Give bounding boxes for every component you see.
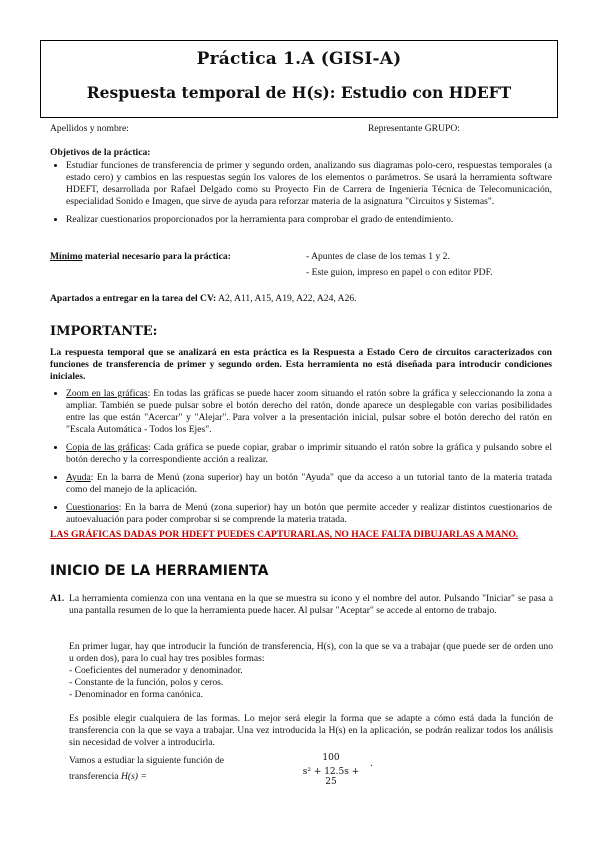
form-item: - Constante de la función, polos y ceros. [69, 677, 224, 688]
deliver-label: Apartados a entregar en la tarea del CV: [50, 293, 217, 304]
form-item: - Coeficientes del numerador y denominador. [69, 665, 243, 676]
important-item-text: : En la barra de Menú (zona superior) hay un botón "Ayuda" que da acceso a un tutorial tanto de la materia tratada como del manejo de la aplicación. [66, 472, 552, 495]
important-item-label: Copia de las gráficas [66, 442, 149, 453]
study-line: Vamos a estudiar la siguiente función de [69, 755, 225, 766]
section-heading-inicio: INICIO DE LA HERRAMIENTA [50, 563, 269, 579]
a1-text: La herramienta comienza con una ventana en la que se muestra su icono y el nombre del autor. Pulsando "Iniciar" se pasa a una pantalla resumen de lo que la herramienta puede hacer. Al pulsar "Aceptar" se accede al entorno de trabajo. [69, 593, 553, 616]
important-item [66, 472, 552, 496]
a1-label: A1. [50, 593, 65, 604]
a1-paragraph-forms: Es posible elegir cualquiera de las formas. Lo mejor será elegir la forma que se adapte a cómo está dada la función de transferencia con la que se vaya a trabajar. Una vez introducida la H(s) en la aplicación, se podrán realizar todos los análisis sin necesidad de volver a introducirla. [69, 713, 553, 748]
important-intro: La respuesta temporal que se analizará en esta práctica es la Respuesta a Estado Cero de circuitos caracterizados con funciones de transferencia de primer y segundo orden. Esta herramienta no está diseñada para introducir condiciones iniciales. [50, 347, 552, 382]
form-item: - Denominador en forma canónica. [69, 689, 203, 700]
formula-numerator: 100 [322, 753, 340, 763]
important-item [66, 388, 552, 436]
important-item-text: : Cada gráfica se puede copiar, grabar o imprimir situando el ratón sobre la gráfica y pulsando sobre el botón derecho y la correspondiente acción a realizar. [66, 442, 552, 465]
graphs-note: LAS GRÁFICAS DADAS POR HDEFT PUEDES CAPTURARLAS, NO HACE FALTA DIBUJARLAS A MANO. [50, 529, 519, 540]
materials-label-rest: material necesario para la práctica: [82, 251, 231, 262]
page-title: Práctica 1.A (GISI-A) [196, 49, 402, 69]
important-list [52, 388, 552, 532]
study-line-2 [69, 771, 147, 783]
objectives-list [52, 160, 552, 232]
objectives-title: Objetivos de la práctica: [50, 147, 151, 158]
title-box [40, 40, 558, 118]
formula-denominator: s² + 12.5s + 25 [302, 767, 360, 787]
important-item-label: Cuestionarios [66, 502, 119, 513]
materials-label [50, 251, 231, 263]
formula-comma: . [370, 759, 373, 769]
a1-paragraph-functions: En primer lugar, hay que introducir la función de transferencia, H(s), con la que se va a trabajar (que puede ser de orden uno u orden dos), para lo cual hay tres posibles formas: [69, 641, 553, 664]
objective-item: • Estudiar funciones de transferencia de primer y segundo orden, analizando sus diagramas polo-cero, respuestas temporales (a estado cero) y cambios en las respuestas según los valores de los elementos o parámetros. Se usará la herramienta software HDEFT, desarrollada por Rafael Delgado como su Proyecto Fin de Carrera de Ingeniería Técnica de Telecomunicación, especialidad Sonido e Imagen, que sirve de ayuda para reforzar materia de la asignatura "Circuitos y Sistemas". [66, 160, 552, 208]
materials-item: - Este guion, impreso en papel o con editor PDF. [306, 267, 493, 278]
important-item-text: : En todas las gráficas se puede hacer zoom situando el ratón sobre la gráfica y seleccionando la zona a ampliar. También se puede pulsar sobre el botón derecho del ratón, donde aparece un desplegable con varias posibilidades entre las que están "Acercar" y "Alejar". Para volver a la presentación inicial, pulsar sobre el botón derecho del ratón en "Escala Automática - Todos los Ejes". [66, 388, 552, 435]
page-subtitle: Respuesta temporal de H(s): Estudio con HDEFT [86, 83, 512, 102]
hs-label: H(s) = [120, 771, 147, 782]
important-item [66, 442, 552, 466]
deliver-line [50, 293, 357, 305]
important-item [66, 502, 552, 526]
important-item-label: Zoom en las gráficas [66, 388, 148, 399]
transfer-label: transferencia [69, 771, 119, 782]
deliver-value: A2, A11, A15, A19, A22, A24, A26. [216, 293, 357, 304]
materials-item: - Apuntes de clase de los temas 1 y 2. [306, 251, 450, 262]
objective-item: • Realizar cuestionarios proporcionados por la herramienta para comprobar el grado de entendimiento. [66, 214, 552, 226]
representative-label: Representante GRUPO: [368, 123, 460, 134]
important-item-text: : En la barra de Menú (zona superior) hay un botón que permite acceder y realizar distintos cuestionarios de autoevaluación para poder comprobar si se comprende la materia tratada. [66, 502, 552, 525]
name-label: Apellidos y nombre: [50, 123, 129, 134]
materials-label-underlined: Mínimo [50, 251, 83, 262]
important-item-label: Ayuda [66, 472, 91, 483]
important-title: IMPORTANTE: [50, 324, 158, 339]
